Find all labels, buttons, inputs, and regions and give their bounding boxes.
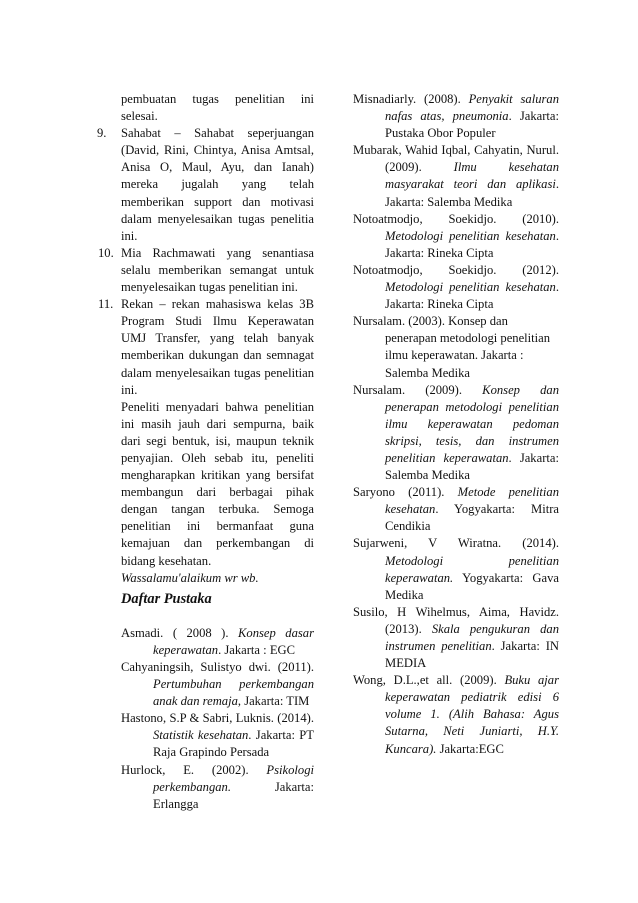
left-column bbox=[97, 91, 314, 813]
reference-entry: Sujarweni, V Wiratna. (2014). Metodologi penelitian keperawatan. Yogyakarta: Gava Medika bbox=[353, 536, 559, 602]
reference-entry: Nursalam. (2009). Konsep dan penerapan metodologi penelitian ilmu keperawatan pedoman skripsi, tesis, dan instrumen penelitian keperawatan. Jakarta: Salemba Medika bbox=[353, 382, 560, 483]
reference-entry: Susilo, H Wihelmus, Aima, Havidz. (2013). Skala pengukuran dan instrumen penelitian. Jakarta: IN MEDIA bbox=[353, 604, 559, 671]
bibliography-heading: Daftar Pustaka bbox=[121, 590, 212, 607]
reference-entry: Nursalam. (2003). Konsep dan penerapan metodologi penelitian ilmu keperawatan. Jakarta : Salemba Medika bbox=[353, 314, 551, 380]
list-item bbox=[98, 245, 314, 296]
reference-entry: Hastono, S.P & Sabri, Luknis. (2014). Statistik kesehatan. Jakarta: PT Raja Grapindo Persada bbox=[121, 711, 314, 760]
list-item-text: Mia Rachmawati yang senantiasa selalu memberikan semangat untuk menyelesaikan tugas penelitian ini. bbox=[121, 245, 314, 295]
intro-continuation: pembuatan tugas penelitian ini selesai. bbox=[121, 92, 314, 124]
reference-entry: Cahyaningsih, Sulistyo dwi. (2011). Pertumbuhan perkembangan anak dan remaja, Jakarta: TIM bbox=[121, 660, 314, 709]
reference-entry: Saryono (2011). Metode penelitian kesehatan. Yogyakarta: Mitra Cendikia bbox=[353, 485, 559, 534]
list-number: 9. bbox=[97, 126, 107, 141]
reference-entry: Misnadiarly. (2008). Penyakit saluran nafas atas, pneumonia. Jakarta: Pustaka Obor Populer bbox=[353, 92, 559, 141]
closing-paragraph: Peneliti menyadari bahwa penelitian ini masih jauh dari sempurna, baik dari segi bentuk, isi, maupun teknik penyajian. Oleh sebab itu, peneliti mengharapkan kritikan yang bersifat membangun dari berbagai pihak dengan tangan terbuka. Semoga penelitian ini bermanfaat guna kemajuan dan perkembangan di bidang kesehatan. bbox=[121, 399, 314, 568]
references-right bbox=[353, 91, 559, 758]
references-left bbox=[104, 625, 314, 813]
list-item bbox=[97, 125, 314, 245]
reference-entry: Wong, D.L.,et all. (2009). Buku ajar keperawatan pediatrik edisi 6 volume 1. (Alih Bahasa: Agus Sutarna, Neti Juniarti, H.Y. Kuncara). Jakarta:EGC bbox=[353, 673, 559, 756]
reference-entry: Notoatmodjo, Soekidjo. (2010). Metodologi penelitian kesehatan. Jakarta: Rineka Cipta bbox=[353, 211, 559, 260]
reference-entry: Notoatmodjo, Soekidjo. (2012). Metodologi penelitian kesehatan. Jakarta: Rineka Cipta bbox=[353, 262, 559, 312]
list-number: 11. bbox=[98, 297, 114, 312]
list-item-text: Rekan – rekan mahasiswa kelas 3B Program Studi Ilmu Keperawatan UMJ Transfer, yang telah banyak memberikan dukungan dan semnagat dalam menyelesaikan tugas penelitian ini. bbox=[121, 297, 314, 397]
salutation: Wassalamu'alaikum wr wb. bbox=[121, 570, 259, 585]
reference-entry: Hurlock, E. (2002). Psikologi perkembangan. Jakarta: Erlangga bbox=[121, 762, 314, 811]
list-number: 10. bbox=[98, 245, 114, 260]
reference-entry: Mubarak, Wahid Iqbal, Cahyatin, Nurul. (2009). Ilmu kesehatan masyarakat teori dan aplikasi. Jakarta: Salemba Medika bbox=[353, 143, 559, 209]
reference-entry: Asmadi. ( 2008 ). Konsep dasar keperawatan. Jakarta : EGC bbox=[121, 625, 314, 657]
right-column bbox=[353, 91, 559, 758]
list-item-text: Sahabat – Sahabat seperjuangan (David, Rini, Chintya, Anisa Amtsal, Anisa O, Maul, Ayu, dan Ianah) mereka jugalah yang telah memberikan support dan motivasi dalam menyelesaikan tugas penelitia ini. bbox=[121, 126, 314, 243]
list-item bbox=[98, 296, 314, 399]
